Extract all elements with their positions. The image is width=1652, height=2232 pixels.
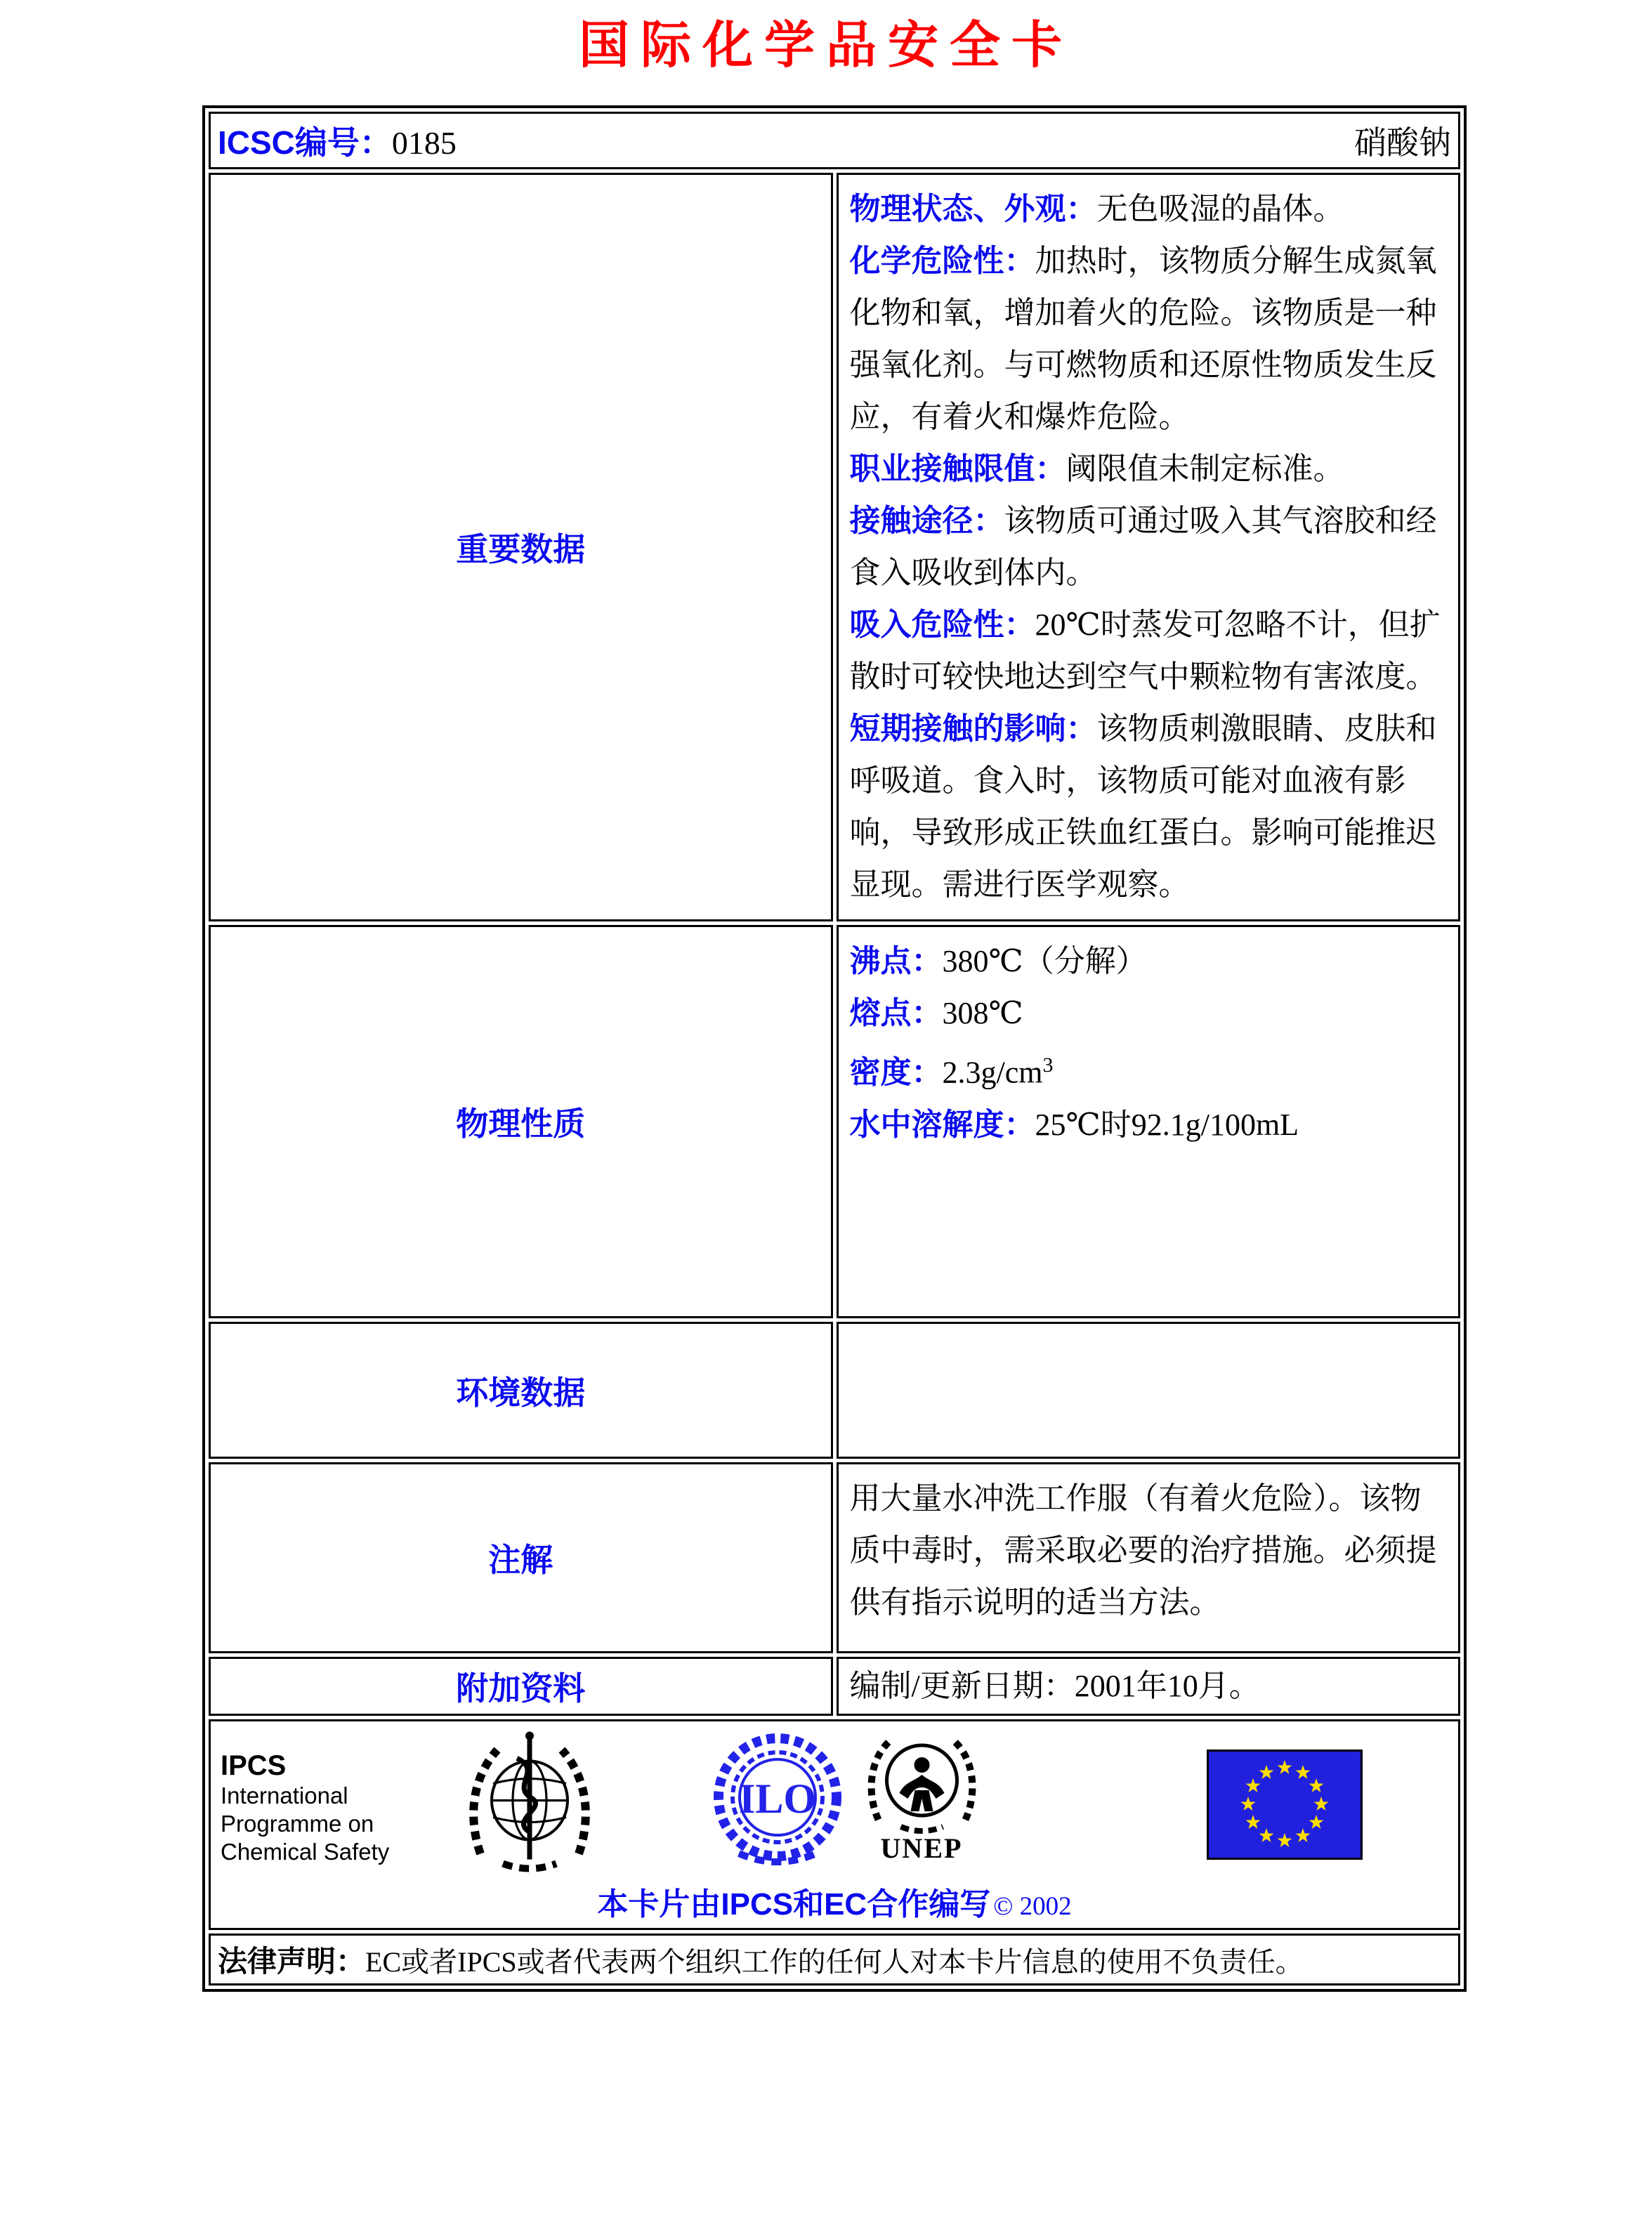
field-head: 熔点： bbox=[849, 996, 943, 1030]
field-text: 380℃（分解） bbox=[942, 944, 1147, 978]
field-water-solubility bbox=[850, 1099, 1448, 1151]
header-flex bbox=[211, 117, 1458, 164]
ipcs-text-block bbox=[221, 1750, 389, 1866]
environmental-data-row bbox=[209, 1322, 1460, 1459]
section-label-important-data: 重要数据 bbox=[209, 173, 833, 921]
field-head: 短期接触的影响： bbox=[849, 711, 1097, 746]
header-cell bbox=[209, 112, 1460, 169]
field-text: 该物质刺激眼睛、皮肤和呼吸道。食入时，该物质可能对血液有影响，导致形成正铁血红蛋白。影响可能推迟显现。需进行医学观察。 bbox=[849, 711, 1437, 902]
field-head: 吸入危险性： bbox=[849, 608, 1035, 642]
field-density bbox=[850, 1039, 1448, 1099]
field-text: 阈限值未制定标准。 bbox=[1066, 452, 1344, 486]
legal-notice bbox=[209, 1934, 1460, 1985]
eu-flag-icon bbox=[1207, 1750, 1363, 1860]
field-boiling-point bbox=[850, 936, 1448, 987]
legal-row bbox=[209, 1934, 1460, 1985]
ipcs-subtitle-line: Programme on bbox=[221, 1811, 374, 1837]
caption-text: 本卡片由IPCS和EC合作编写 bbox=[597, 1887, 991, 1922]
section-label-notes: 注解 bbox=[209, 1462, 833, 1653]
caption-year: © 2002 bbox=[993, 1892, 1072, 1921]
field-physical-state bbox=[850, 183, 1448, 235]
field-head: 接触途径： bbox=[849, 504, 1004, 538]
field-head: 水中溶解度： bbox=[849, 1107, 1035, 1142]
copyright-caption bbox=[211, 1879, 1458, 1924]
section-label-physical-properties: 物理性质 bbox=[209, 925, 833, 1318]
field-head: 密度： bbox=[849, 1055, 943, 1090]
field-head: 沸点： bbox=[849, 944, 943, 978]
unep-label: UNEP bbox=[880, 1832, 963, 1864]
field-head: 职业接触限值： bbox=[849, 452, 1066, 486]
field-update-date: 编制/更新日期：2001年10月。 bbox=[849, 1669, 1260, 1703]
field-text: 加热时，该物质分解生成氮氧化物和氧，增加着火的危险。该物质是一种强氧化剂。与可燃物质和还原性物质发生反应，有着火和爆炸危险。 bbox=[849, 244, 1437, 434]
field-exposure-routes bbox=[850, 495, 1448, 599]
field-melting-point bbox=[850, 987, 1448, 1039]
unep-logo-block bbox=[863, 1730, 981, 1863]
field-text: 无色吸湿的晶体。 bbox=[1096, 192, 1344, 226]
field-text: 该物质可通过吸入其气溶胶和经食入吸收到体内。 bbox=[849, 504, 1437, 590]
notes-content bbox=[837, 1462, 1461, 1653]
ipcs-subtitle-line: International bbox=[221, 1783, 348, 1808]
who-logo-icon bbox=[464, 1730, 597, 1874]
additional-info-row bbox=[209, 1657, 1460, 1716]
header-row bbox=[209, 112, 1460, 169]
field-occupational-limit bbox=[850, 443, 1448, 495]
logos-row bbox=[209, 1719, 1460, 1930]
field-inhalation-risk bbox=[850, 599, 1448, 703]
field-notes-text: 用大量水冲洗工作服（有着火危险）。该物质中毒时，需采取必要的治疗措施。必须提供有指示说明的适当方法。 bbox=[849, 1481, 1437, 1620]
important-data-row bbox=[209, 173, 1460, 921]
icsc-number-value: 0185 bbox=[391, 125, 457, 161]
field-text: 25℃时92.1g/100mL bbox=[1035, 1107, 1299, 1142]
important-data-content bbox=[837, 173, 1461, 921]
legal-text: EC或者IPCS或者代表两个组织工作的任何人对本卡片信息的使用不负责任。 bbox=[365, 1946, 1304, 1978]
section-label-additional-info: 附加资料 bbox=[209, 1657, 833, 1716]
icsc-number-group bbox=[218, 117, 457, 164]
icsc-card-table bbox=[202, 105, 1467, 1992]
notes-row bbox=[209, 1462, 1460, 1653]
page-title: 国际化学品安全卡 bbox=[578, 18, 1073, 74]
field-short-term-effects bbox=[850, 703, 1448, 911]
physical-properties-content bbox=[837, 925, 1461, 1318]
field-text: 2.3g/cm bbox=[942, 1055, 1043, 1090]
unep-logo-icon bbox=[864, 1730, 980, 1835]
additional-info-content bbox=[837, 1657, 1461, 1716]
field-text: 308℃ bbox=[942, 996, 1023, 1030]
ilo-label: ILO bbox=[738, 1775, 817, 1822]
field-head: 化学危险性： bbox=[849, 244, 1035, 278]
field-text: 20℃时蒸发可忽略不计，但扩散时可较快地达到空气中颗粒物有害浓度。 bbox=[849, 608, 1441, 694]
field-head: 物理状态、外观： bbox=[849, 192, 1097, 226]
section-label-environmental-data: 环境数据 bbox=[209, 1322, 833, 1459]
icsc-number-label: ICSC编号： bbox=[218, 124, 392, 161]
ipcs-title: IPCS bbox=[221, 1750, 287, 1781]
chemical-name: 硝酸钠 bbox=[1354, 125, 1451, 161]
field-chemical-danger bbox=[850, 235, 1448, 443]
field-superscript: 3 bbox=[1042, 1053, 1054, 1077]
ipcs-subtitle-line: Chemical Safety bbox=[221, 1839, 390, 1865]
logos-cell bbox=[209, 1719, 1460, 1930]
physical-properties-row bbox=[209, 925, 1460, 1318]
environmental-data-content bbox=[837, 1322, 1461, 1459]
ilo-logo-icon bbox=[711, 1731, 844, 1872]
legal-label: 法律声明： bbox=[218, 1945, 366, 1978]
